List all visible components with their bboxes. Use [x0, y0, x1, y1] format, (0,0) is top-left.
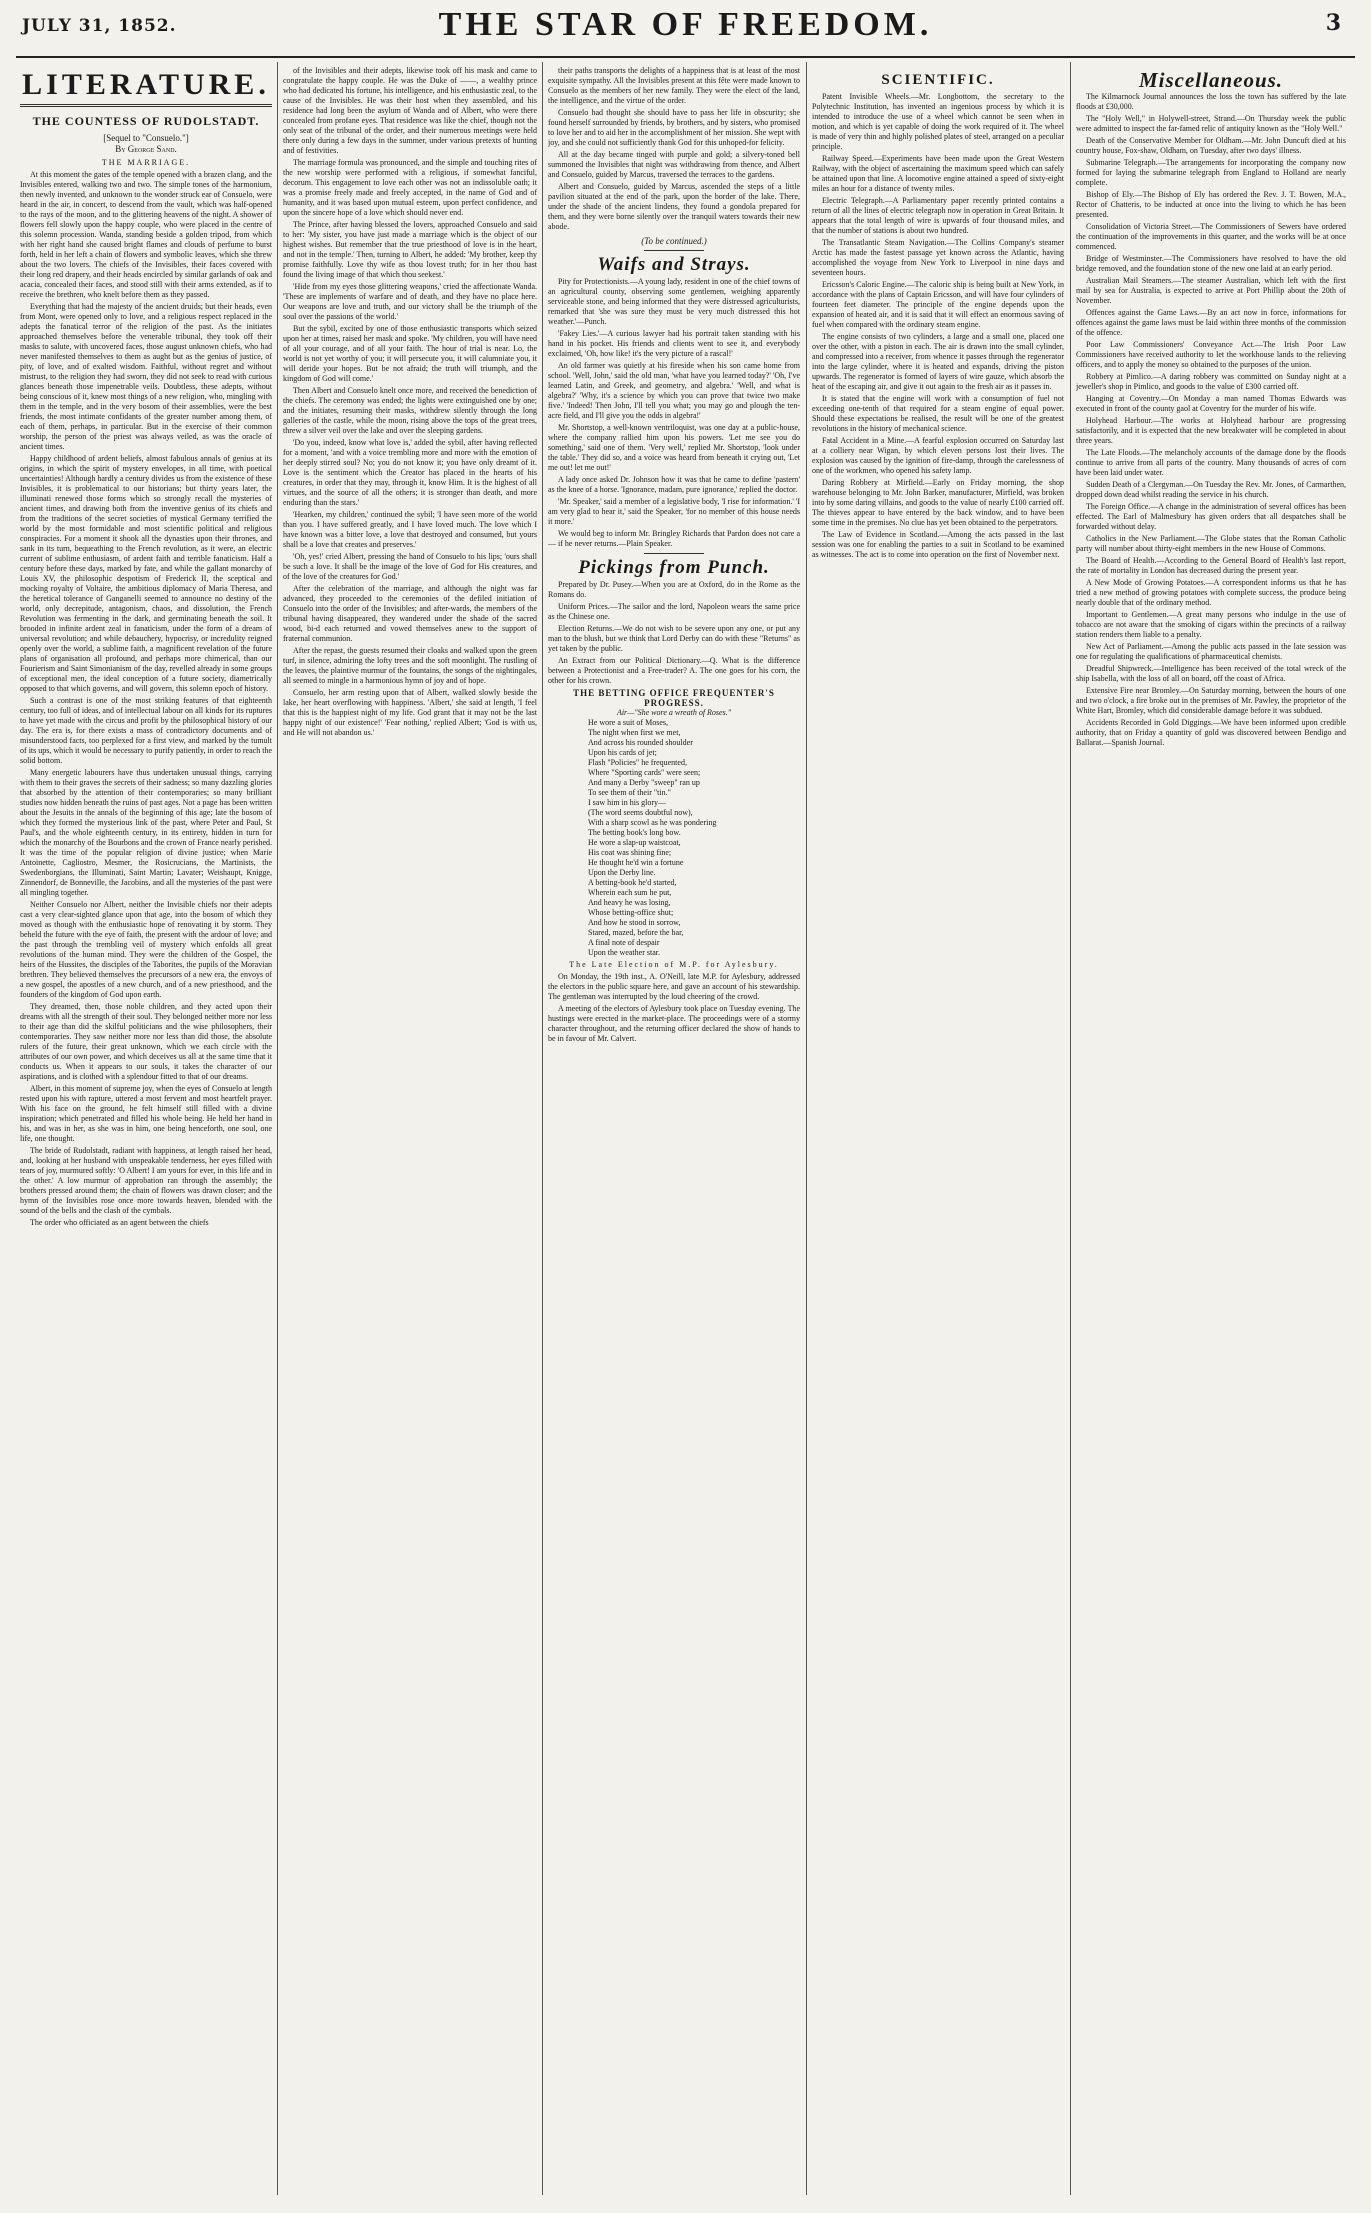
- paragraph: Important to Gentlemen.—A great many persons who indulge in the use of tobacco are not aware that the smoking of cigars within the precincts of a railway station renders them liable to a penalty.: [1076, 610, 1346, 639]
- paragraph: It is stated that the engine will work with a consumption of fuel not exceeding one-tenth of that required for a steam engine of equal power. Should these expectations be realised, the result will be one of the greatest revolutions in the history of mechanical science.: [812, 394, 1064, 433]
- paragraph: Daring Robbery at Mirfield.—Early on Friday morning, the shop warehouse belonging to Mr. John Barker, manufacturer, Mirfield, was broken into by some daring villains, and goods to the value of nearly £100 carried off. The thieves appear to have entered by the back window, and to have been some time in the premises. No clue has yet been obtained to the perpetrators.: [812, 478, 1064, 527]
- poem-line: He wore a suit of Moses,: [588, 718, 668, 727]
- column-divider: [542, 62, 543, 2195]
- column-literature: [20, 66, 272, 2195]
- section-heading-scientific: SCIENTIFIC.: [881, 72, 995, 88]
- section-heading-waifs: Waifs and Strays.: [597, 254, 751, 275]
- poem-line: He wore a slap-up waistcoat,: [588, 838, 681, 847]
- paragraph: The Late Floods.—The melancholy accounts of the damage done by the floods continue to arrive from all parts of the country. Many thousands of acres of corn have been laid under water.: [1076, 448, 1346, 477]
- story-title: THE COUNTESS OF RUDOLSTADT.: [32, 114, 260, 128]
- column-waifs-punch: [548, 66, 800, 2195]
- newspaper-title: THE STAR OF FREEDOM.: [438, 6, 933, 43]
- poem-line: His coat was shining fine;: [588, 848, 672, 857]
- paragraph: Election Returns.—We do not wish to be severe upon any one, or put any man to the blush, but we think that Lord Derby can do with these "Returns" as yet taken by the public.: [548, 624, 800, 653]
- paragraph: Many energetic labourers have thus undertaken unusual things, carrying with them to their graves the secrets of their sadness; so many dazzling glories that absorbed by the attention of their contemporaries; so many brilliant studies now hidden beneath the ruins of past ages. Not a page has been written about the Jesuits in the annals of the beginning of this age; late the bosom of which they formed the mysterious link of the past, where Peter and Paul, St Paul's, and the whole eighteenth century, in its entirety, hidden in turn for which the monarchy of the Bourbons and the crown of France nearly perished. It was the time of the popular religion of divine justice; when Marie Antoinette, Cagliostro, Mesmer, the Rosicrucians, the Martinists, the Swedenborgians, the Illuminati, Saint Martin; Lavater; Weishaupt, Knigge, Zinnendorf, de Bonneville, the Jacobins, and all the mysteries of the past were all mingling together.: [20, 768, 272, 897]
- paragraph: Happy childhood of ardent beliefs, almost fabulous annals of genius at its origins, in which the spirit of mystery envelopes, in all time, with poetical uncertainties! Although hardly a century divides us from the existence of these Invisibles, it is problematical to our historians; but thirty years later, the illuminati renewed those forms which so strongly recall the mysteries of ancient times, and drawing both from the inventive genius of its chiefs and from the traditions of the secret societies of mystical Germany terrified the world by the most formidable and most scientific political and religious conspiracies. For a moment it shook all the dynasties upon their thrones, and sank in its turn, bequeathing to the French revolution, as it were, an electric current of sublime enthusiasm, of ardent faith and terrible fanaticism. Half a century before these days, marked by fate, and while the gallant monarchy of Louis XV, the philosophic despotism of Frederick II, the sceptical and mocking royalty of Voltaire, the ambitious diplomacy of Maria Theresa, and the heretical tolerance of Ganganelli seemed to announce no destiny of the world, only decrepitude, antagonism, chaos, and dissolution, the French Revolution was fermenting in the dark, and germinating beneath the soil. It brooded in infinite ardent zeal in fanaticism, under the form of a dream of universal revolution; and while debauchery, hypocrisy, or incredulity reigned openly over the world, a sublime faith, a magnificent revelation of the future plans of organisation all profound, and perhaps more chimerical, than our Fourierism and Saint Simonianism of the day, revelled already in some groups of exceptional men, the ideal conception of a future society, diametrically opposed to that which governs, and will govern, this solemn epoch of history.: [20, 454, 272, 693]
- column-divider: [1070, 62, 1071, 2195]
- poem-line: And across his rounded shoulder: [588, 738, 693, 747]
- paragraph: On Monday, the 19th inst., A. O'Neill, late M.P. for Aylesbury, addressed the electors in the public square here, and gave an account of his stewardship. The gentleman was interrupted by the loud cheering of the crowd.: [548, 972, 800, 1001]
- paragraph: After the repast, the guests resumed their cloaks and walked upon the green turf, in silence, admiring the lofty trees and the soft moonlight. The rustling of the leaves, the plaintive murmur of the fountains, the songs of the nightingales, all seemed to mingle in a harmonious hymn of joy and of hope.: [283, 646, 537, 685]
- paragraph: Neither Consuelo nor Albert, neither the Invisible chiefs nor their adepts cast a very clear-sighted glance upon that age, into the bosom of which they moved as though with the enthusiastic hope of renovating it by storm. They beheld the future with the eye of faith, the present with the ardour of love; and the past through the trembling veil of mystery which enfolds all great revolutions of the human mind. They were the children of the Gospel, the heirs of the Hussites, the disciples of the Taborites, the pupils of the Moravian brethren. They believed themselves the precursors of a new era, the envoys of a new gospel, the apostles of a new church, and of a new priesthood, and the founders of the kingdom of God upon earth.: [20, 900, 272, 999]
- paragraph: The Law of Evidence in Scotland.—Among the acts passed in the last session was one for enabling the parties to a suit in Scotland to be examined as witnesses. The act is to come into operation on the first of November next.: [812, 530, 1064, 559]
- paragraph: Bishop of Ely.—The Bishop of Ely has ordered the Rev. J. T. Bowen, M.A., Rector of Chatteris, to be inducted at once into the living to which he has been presented.: [1076, 190, 1346, 219]
- paragraph: A meeting of the electors of Aylesbury took place on Tuesday evening. The hustings were erected in the market-place. The proceedings were of a stormy character throughout, and the returning officer declared the show of hands to be in favour of Mr. Calvert.: [548, 1004, 800, 1043]
- column-divider: [277, 62, 278, 2195]
- paragraph: Submarine Telegraph.—The arrangements for incorporating the company now formed for laying the submarine telegraph from England to Holland are nearly complete.: [1076, 158, 1346, 187]
- chapter-title: THE MARRIAGE.: [101, 158, 191, 167]
- poem-line: Upon the weather star.: [588, 948, 660, 957]
- column-scientific: [812, 66, 1064, 2195]
- separator: [644, 250, 704, 251]
- poem-line: Whose betting-office shut;: [588, 908, 674, 917]
- paragraph: their paths transports the delights of a happiness that is at least of the most exquisite sympathy. All the Invisibles present at this fête were made known to Consuelo as the members of her new family. They were the elect of the land, the intelligence, and the virtue of the order.: [548, 66, 800, 105]
- paragraph: of the Invisibles and their adepts, likewise took off his mask and came to congratulate the happy couple. He was the Duke of ——, a wealthy prince who had dedicated his fortune, his intelligence, and his enthusiastic zeal, to the cause of the Invisibles. He was their host when they assembled, and his residence had long been the asylum of Wanda and of Albert, who were there concealed from profane eyes. That residence was like the chief, though not the only seat of the tribunal of the order, and their numerous meetings were held there only during a few days in the summer, under various pretexts of hunting and of festivities.: [283, 66, 537, 155]
- paragraph: 'Fakey Lies.'—A curious lawyer had his portrait taken standing with his hand in his pocket. His friends and clients went to see it, and everybody exclaimed, 'Oh, how like! it's the very picture of a rascal!': [548, 329, 800, 358]
- paragraph: Death of the Conservative Member for Oldham.—Mr. John Duncuft died at his country house, Fox-shaw, Oldham, on Tuesday, after two days' illness.: [1076, 136, 1346, 155]
- story-subtitle: [Sequel to "Consuelo."]: [103, 133, 189, 143]
- paragraph: Albert and Consuelo, guided by Marcus, ascended the steps of a little pavilion situated at the end of the park, upon the border of the lake. There, under the shade of the ancient lindens, they found a gondola prepared for them, and they were borne silently over the tranquil waters towards their new abode.: [548, 182, 800, 231]
- poem-line: Upon his cards of jet;: [588, 748, 657, 757]
- paragraph: We would beg to inform Mr. Bringley Richards that Pardon does not care a — if he never returns.—Plain Speaker.: [548, 529, 800, 548]
- column-story-continued: [283, 66, 537, 2195]
- paragraph: At this moment the gates of the temple opened with a brazen clang, and the Invisibles entered, walking two and two. The simple tones of the harmonium, then newly invented, and unknown to the wonder struck ear of Consuelo, were heard in the air, in concert, to descend from the vault, which was half-opened to the rays of the moon, and to the glittering heavens of the night. A shower of flowers fell slowly upon the happy couple, who were placed in the centre of this solemn procession. Wanda, standing beside a golden tripod, from which with her right hand she caused bright flames and clouds of perfume to burst forth, held in her left a chain of flowers and symbolic leaves, which she threw about the two lovers. The chiefs of the Invisibles, their faces covered with their long red drapery, and their heads encircled by similar garlands of oak and acacia, concealed their faces, and stood still with their arms extended, as if to receive the brethren, who knelt before them as they passed.: [20, 170, 272, 299]
- poem-line: Upon the Derby line.: [588, 868, 656, 877]
- poem-line: Where "Sporting cards" were seen;: [588, 768, 701, 777]
- paragraph: An Extract from our Political Dictionary.—Q. What is the difference between a Protectionist and a Free-trader? A. The one goes for his corn, the other for his crown.: [548, 656, 800, 685]
- paragraph: An old farmer was quietly at his fireside when his son came home from school. 'Well, John,' said the old man, 'what have you learned today?' 'Oh, I've learned Latin, and Greek, and geometry, and algebra.' 'Well, and what is algebra?' 'Why, it's a science by which you can prove that twice two make five.' 'Indeed! Then John, I'll tell you what; you may go and plough the ten-acre field, and I'll give you the odds in algebra!': [548, 361, 800, 420]
- paragraph: Accidents Recorded in Gold Diggings.—We have been informed upon credible authority, that on Friday a quantity of gold was discovered between Bendigo and Ballarat.—Spanish Journal.: [1076, 718, 1346, 747]
- paragraph: The Foreign Office.—A change in the administration of several offices has been effected. The Earl of Malmesbury has given orders that all despatches shall be forwarded without delay.: [1076, 502, 1346, 531]
- column-miscellaneous: [1076, 66, 1346, 2195]
- paragraph: But the sybil, excited by one of those enthusiastic transports which seized upon her at times, raised her mask and spoke. 'My children, you will have need of all your courage, and of all your faith. The hour of trial is near. Lo, the world is not yet worthy of you; it will persecute you, it will calumniate you, it will deride your hopes. But be not afraid; the truth will triumph, and the kingdom of God will come.': [283, 324, 537, 383]
- paragraph: Offences against the Game Laws.—By an act now in force, informations for offences against the game laws must be laid within three months of the commission of the offence.: [1076, 308, 1346, 337]
- poem-line: Stared, mazed, before the bar,: [588, 928, 684, 937]
- paragraph: 'Mr. Speaker,' said a member of a legislative body, 'I rise for information.' 'I am very glad to hear it,' said the Speaker, 'for no member of this house needs it more.': [548, 497, 800, 526]
- paragraph: Uniform Prices.—The sailor and the lord, Napoleon wears the same price as the Chinese one.: [548, 602, 800, 621]
- poem-line: A betting-book he'd started,: [588, 878, 677, 887]
- paragraph: Mr. Shortstop, a well-known ventriloquist, was one day at a public-house, where the company rallied him upon his powers. 'Let me see you do something,' said one of them. 'Very well,' replied Mr. Shortstop, 'look under the table.' They did so, and a voice was heard from beneath it crying out, 'Let me out! let me out!': [548, 423, 800, 472]
- to-be-continued: (To be continued.): [641, 236, 707, 246]
- paragraph: They dreamed, then, those noble children, and they acted upon their dreams with all the strength of their soul. They belonged neither more nor less to their age than did the skilful politicians and the wise philosophers, their contemporaries. They saw neither more nor less than did those, the absolute rulers of the future, their great unknown, which we each circle with the attributes of our own power, and which deceives us all at the same time that it conducts us. When it appears to our souls, it takes the character of our aspirations, and is clothed with a splendour fitted to that of our dreams.: [20, 1002, 272, 1081]
- paragraph: The Transatlantic Steam Navigation.—The Collins Company's steamer Arctic has made the fastest passage yet known across the Atlantic, having accomplished the voyage from New York to Liverpool in nine days and seventeen hours.: [812, 238, 1064, 277]
- poem-line: Flash "Policies" he frequented,: [588, 758, 687, 767]
- paragraph: Poor Law Commissioners' Conveyance Act.—The Irish Poor Law Commissioners have received authority to let the workhouse lands to the relieving officers, and to apply the money so obtained to the purposes of the union.: [1076, 340, 1346, 369]
- paragraph: A lady once asked Dr. Johnson how it was that he came to define 'pastern' as the knee of a horse. 'Ignorance, madam, pure ignorance,' replied the doctor.: [548, 475, 800, 494]
- paragraph: Bridge of Westminster.—The Commissioners have resolved to have the old bridge removed, and the foundation stone of the new one laid at an early period.: [1076, 254, 1346, 273]
- paragraph: New Act of Parliament.—Among the public acts passed in the late session was one for regulating the qualifications of pharmaceutical chemists.: [1076, 642, 1346, 661]
- paragraph: Consolidation of Victoria Street.—The Commissioners of Sewers have ordered the continuation of the improvements in this quarter, and the works will be at once commenced.: [1076, 222, 1346, 251]
- paragraph: 'Hearken, my children,' continued the sybil; 'I have seen more of the world than you. I have suffered greatly, and I have loved much. The love which I have known was a bitter love, a love that destroyed and consumed, but yours shall be a love that creates and preserves.': [283, 510, 537, 549]
- paragraph: The engine consists of two cylinders, a large and a small one, placed one over the other, with a piston in each. The air is drawn into the small cylinder, and compressed into a receiver, from whence it passes through the regenerator into the large cylinder, where it is heated and expands, driving the piston upwards. The regenerator is formed of layers of wire gauze, which absorb the heat of the escaping air, and give it out again to the fresh air as it passes in.: [812, 332, 1064, 391]
- poem-line: A final note of despair: [588, 938, 660, 947]
- story-body: [20, 170, 272, 1228]
- paragraph: 'Oh, yes!' cried Albert, pressing the hand of Consuelo to his lips; 'ours shall be such a love. It shall be the image of the love of God for His creatures, and of the love of the creatures for God.': [283, 552, 537, 581]
- paragraph: 'Hide from my eyes those glittering weapons,' cried the affectionate Wanda. 'These are implements of warfare and of death, and they have no place here. Our weapons are love and truth, and our victory shall be the triumph of the soul over the passions of the world.': [283, 282, 537, 321]
- paragraph: Ericsson's Caloric Engine.—The caloric ship is being built at New York, in accordance with the plans of Captain Ericsson, and will have four cylinders of fourteen feet diameter. The principle of the engine depends upon the expansion of heated air, and it is said that it will effect an enormous saving of fuel when compared with the ordinary steam engine.: [812, 280, 1064, 329]
- paragraph: Railway Speed.—Experiments have been made upon the Great Western Railway, with the object of ascertaining the maximum speed which can safely be attained upon that line. A locomotive engine attained a speed of sixty-eight miles an hour for a distance of twenty miles.: [812, 154, 1064, 193]
- issue-date: JULY 31, 1852.: [22, 16, 177, 36]
- poem-line: To see them of their "tin.": [588, 788, 671, 797]
- poem-line: He thought he'd win a fortune: [588, 858, 684, 867]
- paragraph: Patent Invisible Wheels.—Mr. Longbottom, the secretary to the Polytechnic Institution, has invented an ingenious process by which it is intended to introduce the use of a wheel which cannot be seen when in motion, and which is yet capable of doing the work required of it. The wheel is made of very thin and highly polished plates of steel, arranged on a peculiar principle.: [812, 92, 1064, 151]
- poem-title: THE BETTING OFFICE FREQUENTER'S PROGRESS.: [573, 688, 775, 708]
- section-heading-miscellaneous: Miscellaneous.: [1138, 68, 1284, 92]
- paragraph: Electric Telegraph.—A Parliamentary paper recently printed contains a return of all the lines of electric telegraph now in operation in Great Britain. It appears that the total length of wire is upwards of four thousand miles, and that the number of stations is about two hundred.: [812, 196, 1064, 235]
- poem-line: Wherein each sum he put,: [588, 888, 672, 897]
- paragraph: The bride of Rudolstadt, radiant with happiness, at length raised her head, and, looking at her husband with unspeakable tenderness, her eyes filled with tears of joy, murmured softly: 'O Albert! I am yours for ever, in this life and in the other.' A low murmur of approbation ran through the assembly; the brothers pressed around them; the chain of flowers was drawn closer; and the hymn of the Invisibles rose once more towards heaven, blended with the sound of the bells and the clash of the cymbals.: [20, 1146, 272, 1215]
- paragraph: The Kilmarnock Journal announces the loss the town has suffered by the late floods at £30,000.: [1076, 92, 1346, 111]
- paragraph: Pity for Protectionists.—A young lady, resident in one of the chief towns of an agricultural county, observing some gentlemen, weighing apparently serviceable stone, and being informed that they were distressed agriculturists, remarked that 'she was sure they must be very much distressed this hot weather.'—Punch.: [548, 277, 800, 326]
- paragraph: Then Albert and Consuelo knelt once more, and received the benediction of the chiefs. The ceremony was ended; the lights were extinguished one by one; and the initiates, resuming their masks, withdrew silently through the long galleries of the castle, while the moon, rising above the tops of the great trees, threw a silver veil over the lake and over the sleeping gardens.: [283, 386, 537, 435]
- paragraph: Albert, in this moment of supreme joy, when the eyes of Consuelo at length rested upon his with rapture, uttered a most fervent and most heartfelt prayer. With his face on the ground, he felt himself still filled with a divine inspiration; which penetrated and filled his whole being. He held her hand in his, and was in her, as she was in him, one being henceforth, one soul, one life, one thought.: [20, 1084, 272, 1143]
- paragraph: Consuelo had thought she should have to pass her life in obscurity; she found herself surrounded by friends, by brothers, and by sisters, who promised to love her and to aid her in the accomplishment of her mission. She wept with joy, and she could not sufficiently thank God for this unhoped-for felicity.: [548, 108, 800, 147]
- paragraph: The Board of Health.—According to the General Board of Health's last report, the rate of mortality in London has decreased during the present year.: [1076, 556, 1346, 575]
- article-heading: The Late Election of M.P. for Aylesbury.: [569, 960, 779, 969]
- paragraph: Fatal Accident in a Mine.—A fearful explosion occurred on Saturday last at a colliery near Wigan, by which eleven persons lost their lives. The explosion was caused by the ignition of fire-damp, through the carelessness of one of the workmen, who opened his safety lamp.: [812, 436, 1064, 475]
- paragraph: The "Holy Well," in Holywell-street, Strand.—On Thursday week the public were admitted to inspect the far-famed relic of antiquity known as the "Holy Well.": [1076, 114, 1346, 133]
- paragraph: Such a contrast is one of the most striking features of that eighteenth century, too full of ideas, and of intellectual labour on all kinds for its ruptures to have yet made with the circus and profit by the philosophical history of our day. The era is, for there exists a mass of contradictory documents and of misunderstood facts, too perplexed for a first view, and marked by the tumult of its ups, which it would be necessary to purify patiently, in order to reach the solid bottom.: [20, 696, 272, 765]
- paragraph: After the celebration of the marriage, and although the night was far advanced, they proceeded to the ceremonies of the defiled initiation of Consuelo into the order of the Invisibles; and after-wards, the members of the tribunal having disappeared, they wandered under the shade of the sacred wood, bi-d each returned and vowed themselves anew to the support of fraternal communion.: [283, 584, 537, 643]
- poem-air: Air—"She wore a wreath of Roses.": [616, 708, 732, 717]
- paragraph: Robbery at Pimlico.—A daring robbery was committed on Sunday night at a jeweller's shop in Pimlico, and goods to the value of £300 carried off.: [1076, 372, 1346, 391]
- poem-line: (The word seems doubtful now),: [588, 808, 693, 817]
- paragraph: The Prince, after having blessed the lovers, approached Consuelo and said to her: 'My sister, you have just made a marriage which is the object of our highest wishes. But remember that the true priesthood of love is in the heart, and not in the temple.' Then, turning to Albert, he added: 'My brother, keep thy promise faithfully. Love thy wife as thou lovest truth; for in her thou hast found the living image of that which thou seekest.': [283, 220, 537, 279]
- poem-line: And heavy he was losing,: [588, 898, 671, 907]
- masthead-rule: [16, 56, 1355, 58]
- paragraph: Prepared by Dr. Pusey.—When you are at Oxford, do in the Rome as the Romans do.: [548, 580, 800, 599]
- poem-line: The betting book's long bow.: [588, 828, 681, 837]
- paragraph: Australian Mail Steamers.—The steamer Australian, which left with the first mail by sea for Australia, is expected to arrive at Port Phillip about the 20th of November.: [1076, 276, 1346, 305]
- masthead: [0, 0, 1371, 62]
- paragraph: Holyhead Harbour.—The works at Holyhead harbour are progressing satisfactorily, and it is expected that the new breakwater will be completed in about three years.: [1076, 416, 1346, 445]
- paragraph: Consuelo, her arm resting upon that of Albert, walked slowly beside the lake, her heart overflowing with happiness. 'Albert,' she said at length, 'I feel that this is the happiest night of my life. God grant that it may not be the last happy night of our existence!' 'Fear nothing,' replied Albert; 'God is with us, and He will not abandon us.': [283, 688, 537, 737]
- section-heading-punch: Pickings from Punch.: [578, 557, 770, 578]
- paragraph: 'Do you, indeed, know what love is,' added the sybil, after having reflected for a moment, 'and with a voice trembling more and more with the emotion of her deeply stirred soul? No; you do not know it; you have only dreamt of it. Love is the sentiment which the Creator has placed in the hearts of his creatures, in order that they may, through it, know Him. It is the highest of all virtues, and the source of all the others; it is stronger than death, and more enduring than the stars.': [283, 438, 537, 507]
- paragraph: All at the day became tinged with purple and gold; a silvery-toned bell summoned the Invisibles that night was withdrawing from thence, and Albert and Consuelo, guided by Marcus, traversed the terraces to the gardens.: [548, 150, 800, 179]
- column-divider: [806, 62, 807, 2195]
- poem-line: And many a Derby "sweep" ran up: [588, 778, 700, 787]
- page-number: 3: [1325, 10, 1341, 36]
- poem: [548, 688, 800, 958]
- paragraph: Sudden Death of a Clergyman.—On Tuesday the Rev. Mr. Jones, of Carmarthen, dropped down dead whilst reading the service in his church.: [1076, 480, 1346, 499]
- paragraph: A New Mode of Growing Potatoes.—A correspondent informs us that he has tried a new method of growing potatoes with complete success, the produce being nearly double that of the ordinary method.: [1076, 578, 1346, 607]
- section-heading-literature: LITERATURE.: [20, 68, 272, 107]
- poem-line: I saw him in his glory—: [588, 798, 666, 807]
- paragraph: The order who officiated as an agent between the chiefs: [30, 1218, 209, 1227]
- poem-line: And how he stood in sorrow,: [588, 918, 681, 927]
- paragraph: Extensive Fire near Bromley.—On Saturday morning, between the hours of one and two o'clock, a fire broke out in the premises of Mr. Pawley, the proprietor of the White Hart, Bromley, which did considerable damage before it was subdued.: [1076, 686, 1346, 715]
- poem-line: With a sharp scowl as he was pondering: [588, 818, 717, 827]
- paragraph: Dreadful Shipwreck.—Intelligence has been received of the total wreck of the ship Isabella, with the loss of all on board, off the coast of Africa.: [1076, 664, 1346, 683]
- paragraph: Catholics in the New Parliament.—The Globe states that the Roman Catholic party will number about thirty-eight members in the new House of Commons.: [1076, 534, 1346, 553]
- paragraph: Hanging at Coventry.—On Monday a man named Thomas Edwards was executed in front of the county gaol at Coventry for the murder of his wife.: [1076, 394, 1346, 413]
- separator: [644, 553, 704, 554]
- paragraph: The marriage formula was pronounced, and the simple and touching rites of the new worship were performed with a religious, if somewhat fanciful, decorum. This engagement to love each other was not an indissoluble oath; it was a promise freely made and freely accepted, in the name of God and of humanity, and it was based upon mutual esteem, upon perfect confidence, and upon the sincere hope of a love which should never end.: [283, 158, 537, 217]
- poem-line: The night when first we met,: [588, 728, 681, 737]
- paragraph: Everything that had the majesty of the ancient druids; but their heads, even from Mont, were opened only to love, and a religious respect replaced in the adepts the fanatical terror of the religion of the past. As the initiates approached themselves before the venerable tribunal, they took off their masks to salute, with uncovered faces, those august unknown chiefs, who had never manifested themselves to them as aught but as the genius of justice, of pity, of love, and of exalted wisdom. Faithful, without regret and without mistrust, to the religion they had sworn, they did not seek to read with curious glances beneath those impenetrable veils. Doubtless, these adepts, without being conscious of it, knew most things of a new religion, who, mingling with them in the temple, and in the very bosom of their assemblies, were the best friends, the most intimate confidants of the greater number among them, of each of them, perhaps, in particular. But in the exercise of their common worship, the person of the priest was always veiled, as was the oracle of ancient times.: [20, 302, 272, 451]
- story-byline: By George Sand.: [115, 144, 177, 154]
